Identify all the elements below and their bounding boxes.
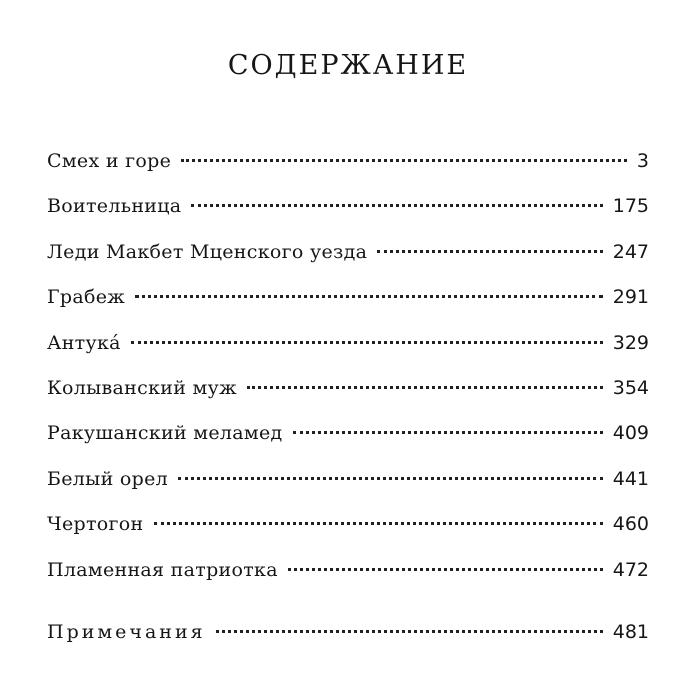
toc-entry-title: Антука́ — [47, 331, 121, 354]
dot-leader — [154, 522, 603, 525]
toc-entry-page: 472 — [612, 558, 649, 581]
toc-entry — [47, 328, 649, 373]
dot-leader — [131, 341, 603, 344]
toc-entry — [47, 191, 649, 236]
toc-entry-page: 409 — [612, 422, 649, 445]
toc-entry — [47, 237, 649, 282]
toc-entry-page: 291 — [612, 286, 649, 309]
toc-entry-notes — [47, 617, 649, 662]
dot-leader — [288, 568, 603, 571]
toc-entry — [47, 418, 649, 463]
toc-entry — [47, 282, 649, 327]
toc-entry — [47, 464, 649, 509]
toc-entry-page: 441 — [612, 467, 649, 490]
dot-leader — [377, 250, 602, 253]
toc-entry-page: 460 — [612, 513, 649, 536]
dot-leader — [178, 477, 603, 480]
table-of-contents — [47, 146, 649, 662]
toc-entry — [47, 146, 649, 191]
toc-entry-page: 247 — [612, 240, 649, 263]
toc-entry-title: Примечания — [47, 620, 206, 643]
toc-entry-title: Грабеж — [47, 286, 126, 309]
toc-entry — [47, 509, 649, 554]
toc-entry-page: 3 — [636, 150, 649, 172]
toc-entry-title: Чертогон — [47, 513, 144, 536]
toc-entry-title: Колыванский муж — [47, 376, 237, 399]
toc-entry-title: Воительница — [47, 195, 182, 218]
page-title: СОДЕРЖАНИЕ — [227, 50, 469, 81]
dot-leader — [191, 204, 602, 207]
toc-entry-title: Пламенная патриотка — [47, 558, 278, 581]
toc-entry-page: 175 — [612, 195, 649, 218]
toc-entry-title: Белый орел — [47, 467, 169, 490]
dot-leader — [135, 295, 603, 298]
toc-entry — [47, 555, 649, 600]
toc-entry-title: Леди Макбет Мценского уезда — [47, 240, 368, 263]
toc-entry-page: 481 — [612, 620, 649, 643]
toc-entry-page: 354 — [612, 376, 649, 399]
toc-entry — [47, 373, 649, 418]
dot-leader — [293, 431, 603, 434]
dot-leader — [247, 386, 603, 389]
toc-entry-title: Ракушанский меламед — [47, 422, 283, 445]
toc-entry-page: 329 — [612, 331, 649, 354]
dot-leader — [181, 159, 627, 162]
dot-leader — [216, 630, 603, 633]
toc-entry-title: Смех и горе — [47, 150, 172, 172]
